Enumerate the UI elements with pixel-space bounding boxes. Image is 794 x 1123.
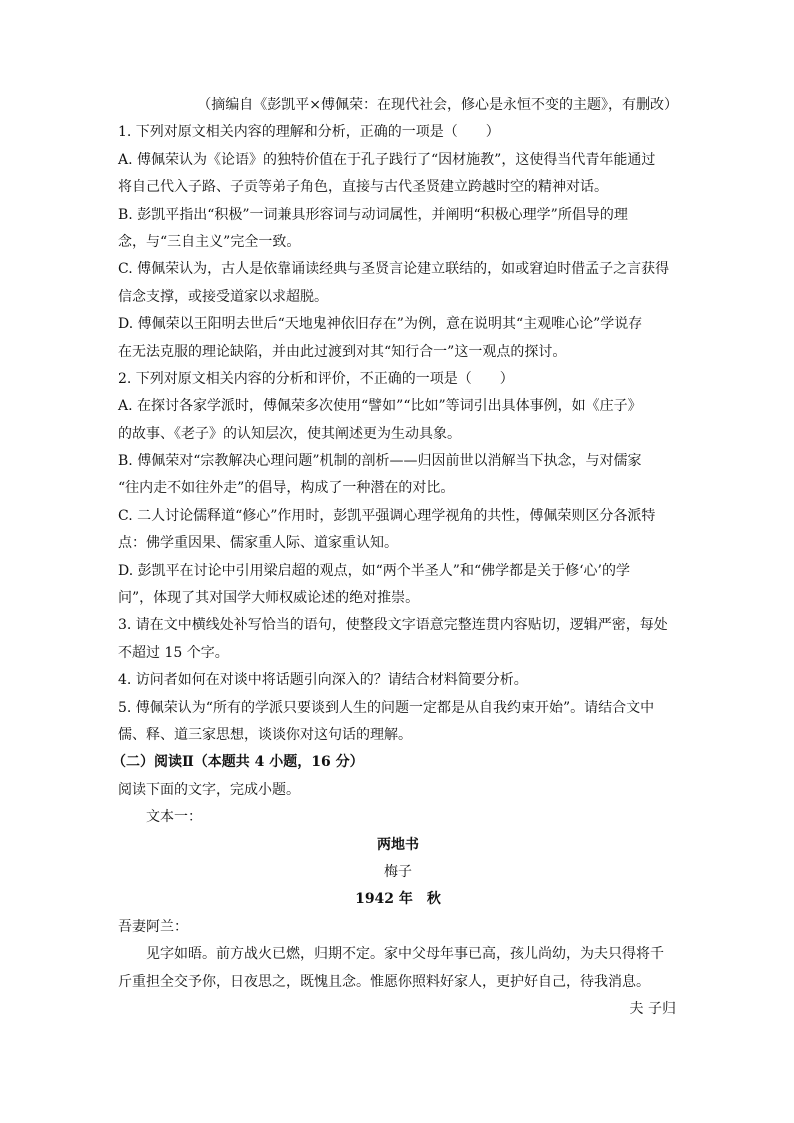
question-1-option-c-cont: 信念支撑，或接受道家以求超脱。	[118, 288, 328, 305]
question-3-stem-cont: 不超过 15 个字。	[118, 644, 229, 661]
question-5-stem-cont: 儒、释、道三家思想，谈谈你对这句话的理解。	[118, 726, 412, 743]
question-2-option-c: C. 二人讨论儒释道“修心”作用时，彭凯平强调心理学视角的共性，傅佩荣则区分各派特	[118, 507, 656, 524]
question-2-option-d-cont: 问”，体现了其对国学大师权威论述的绝对推崇。	[118, 590, 420, 607]
question-1-option-d-cont: 在无法克服的理论缺陷，并由此过渡到对其“知行合一”这一观点的探讨。	[118, 343, 567, 360]
question-5-stem: 5. 傅佩荣认为“所有的学派只要谈到人生的问题一定都是从自我约束开始”。请结合文中	[118, 699, 655, 716]
question-4-stem: 4. 访问者如何在对谈中将话题引向深入的？请结合材料简要分析。	[118, 672, 528, 689]
letter-body-line: 见字如晤。前方战火已燃，归期不定。家中父母年事已高，孩儿尚幼，为夫只得将千	[146, 946, 664, 963]
question-1-option-a: A. 傅佩荣认为《论语》的独特价值在于孔子践行了“因材施教”，这使得当代青年能通过	[118, 151, 656, 168]
question-2-option-c-cont: 点：佛学重因果、儒家重人际、道家重认知。	[118, 535, 398, 552]
letter-title: 两地书	[377, 836, 419, 853]
question-2-option-a: A. 在探讨各家学派时，傅佩荣多次使用“譬如”“比如”等词引出具体事例，如《庄子》	[118, 398, 642, 415]
question-1-option-d: D. 傅佩荣以王阳明去世后“天地鬼神依旧存在”为例，意在说明其“主观唯心论”学说存	[118, 316, 643, 333]
question-1-option-b: B. 彭凯平指出“积极”一词兼具形容词与动词属性，并阐明“积极心理学”所倡导的理	[118, 206, 628, 223]
source-note: （摘编自《彭凯平×傅佩荣：在现代社会，修心是永恒不变的主题》，有删改）	[197, 97, 678, 113]
question-2-option-b: B. 傅佩荣对“宗教解决心理问题”机制的剖析——归因前世以消解当下执念，与对儒家	[118, 453, 642, 470]
section-heading: （二）阅读Ⅱ（本题共 4 小题，16 分）	[112, 754, 364, 771]
letter-date: 1942 年 秋	[355, 891, 441, 908]
question-3-stem: 3. 请在文中横线处补写恰当的语句，使整段文字语意完整连贯内容贴切，逻辑严密，每处	[118, 617, 668, 634]
question-2-option-b-cont: “往内走不如往外走”的倡导，构成了一种潜在的对比。	[118, 480, 455, 497]
text-label: 文本一：	[146, 809, 202, 826]
letter-body-line-cont: 斤重担全交予你，日夜思之，既愧且念。惟愿你照料好家人，更护好自己，待我消息。	[118, 973, 650, 990]
document-page	[112, 92, 678, 1023]
letter-greeting: 吾妻阿兰：	[118, 918, 188, 935]
question-2-option-d: D. 彭凯平在讨论中引用梁启超的观点，如“两个半圣人”和“佛学都是关于修‘心’的学	[118, 562, 630, 579]
question-1-stem: 1. 下列对原文相关内容的理解和分析，正确的一项是（ ）	[118, 124, 500, 141]
question-1-option-a-cont: 将自己代入子路、子贡等弟子角色，直接与古代圣贤建立跨越时空的精神对话。	[118, 179, 608, 196]
question-1-option-c: C. 傅佩荣认为，古人是依靠诵读经典与圣贤言论建立联结的，如或窘迫时借孟子之言获得	[118, 261, 670, 278]
question-2-stem: 2. 下列对原文相关内容的分析和评价，不正确的一项是（ ）	[118, 370, 514, 387]
reading-instruction: 阅读下面的文字，完成小题。	[118, 781, 300, 798]
letter-signature: 夫 子归	[629, 1000, 676, 1017]
letter-author: 梅子	[384, 863, 412, 880]
question-2-option-a-cont: 的故事、《老子》的认知层次，使其阐述更为生动具象。	[118, 425, 461, 442]
question-1-option-b-cont: 念，与“三自主义”完全一致。	[118, 233, 301, 250]
